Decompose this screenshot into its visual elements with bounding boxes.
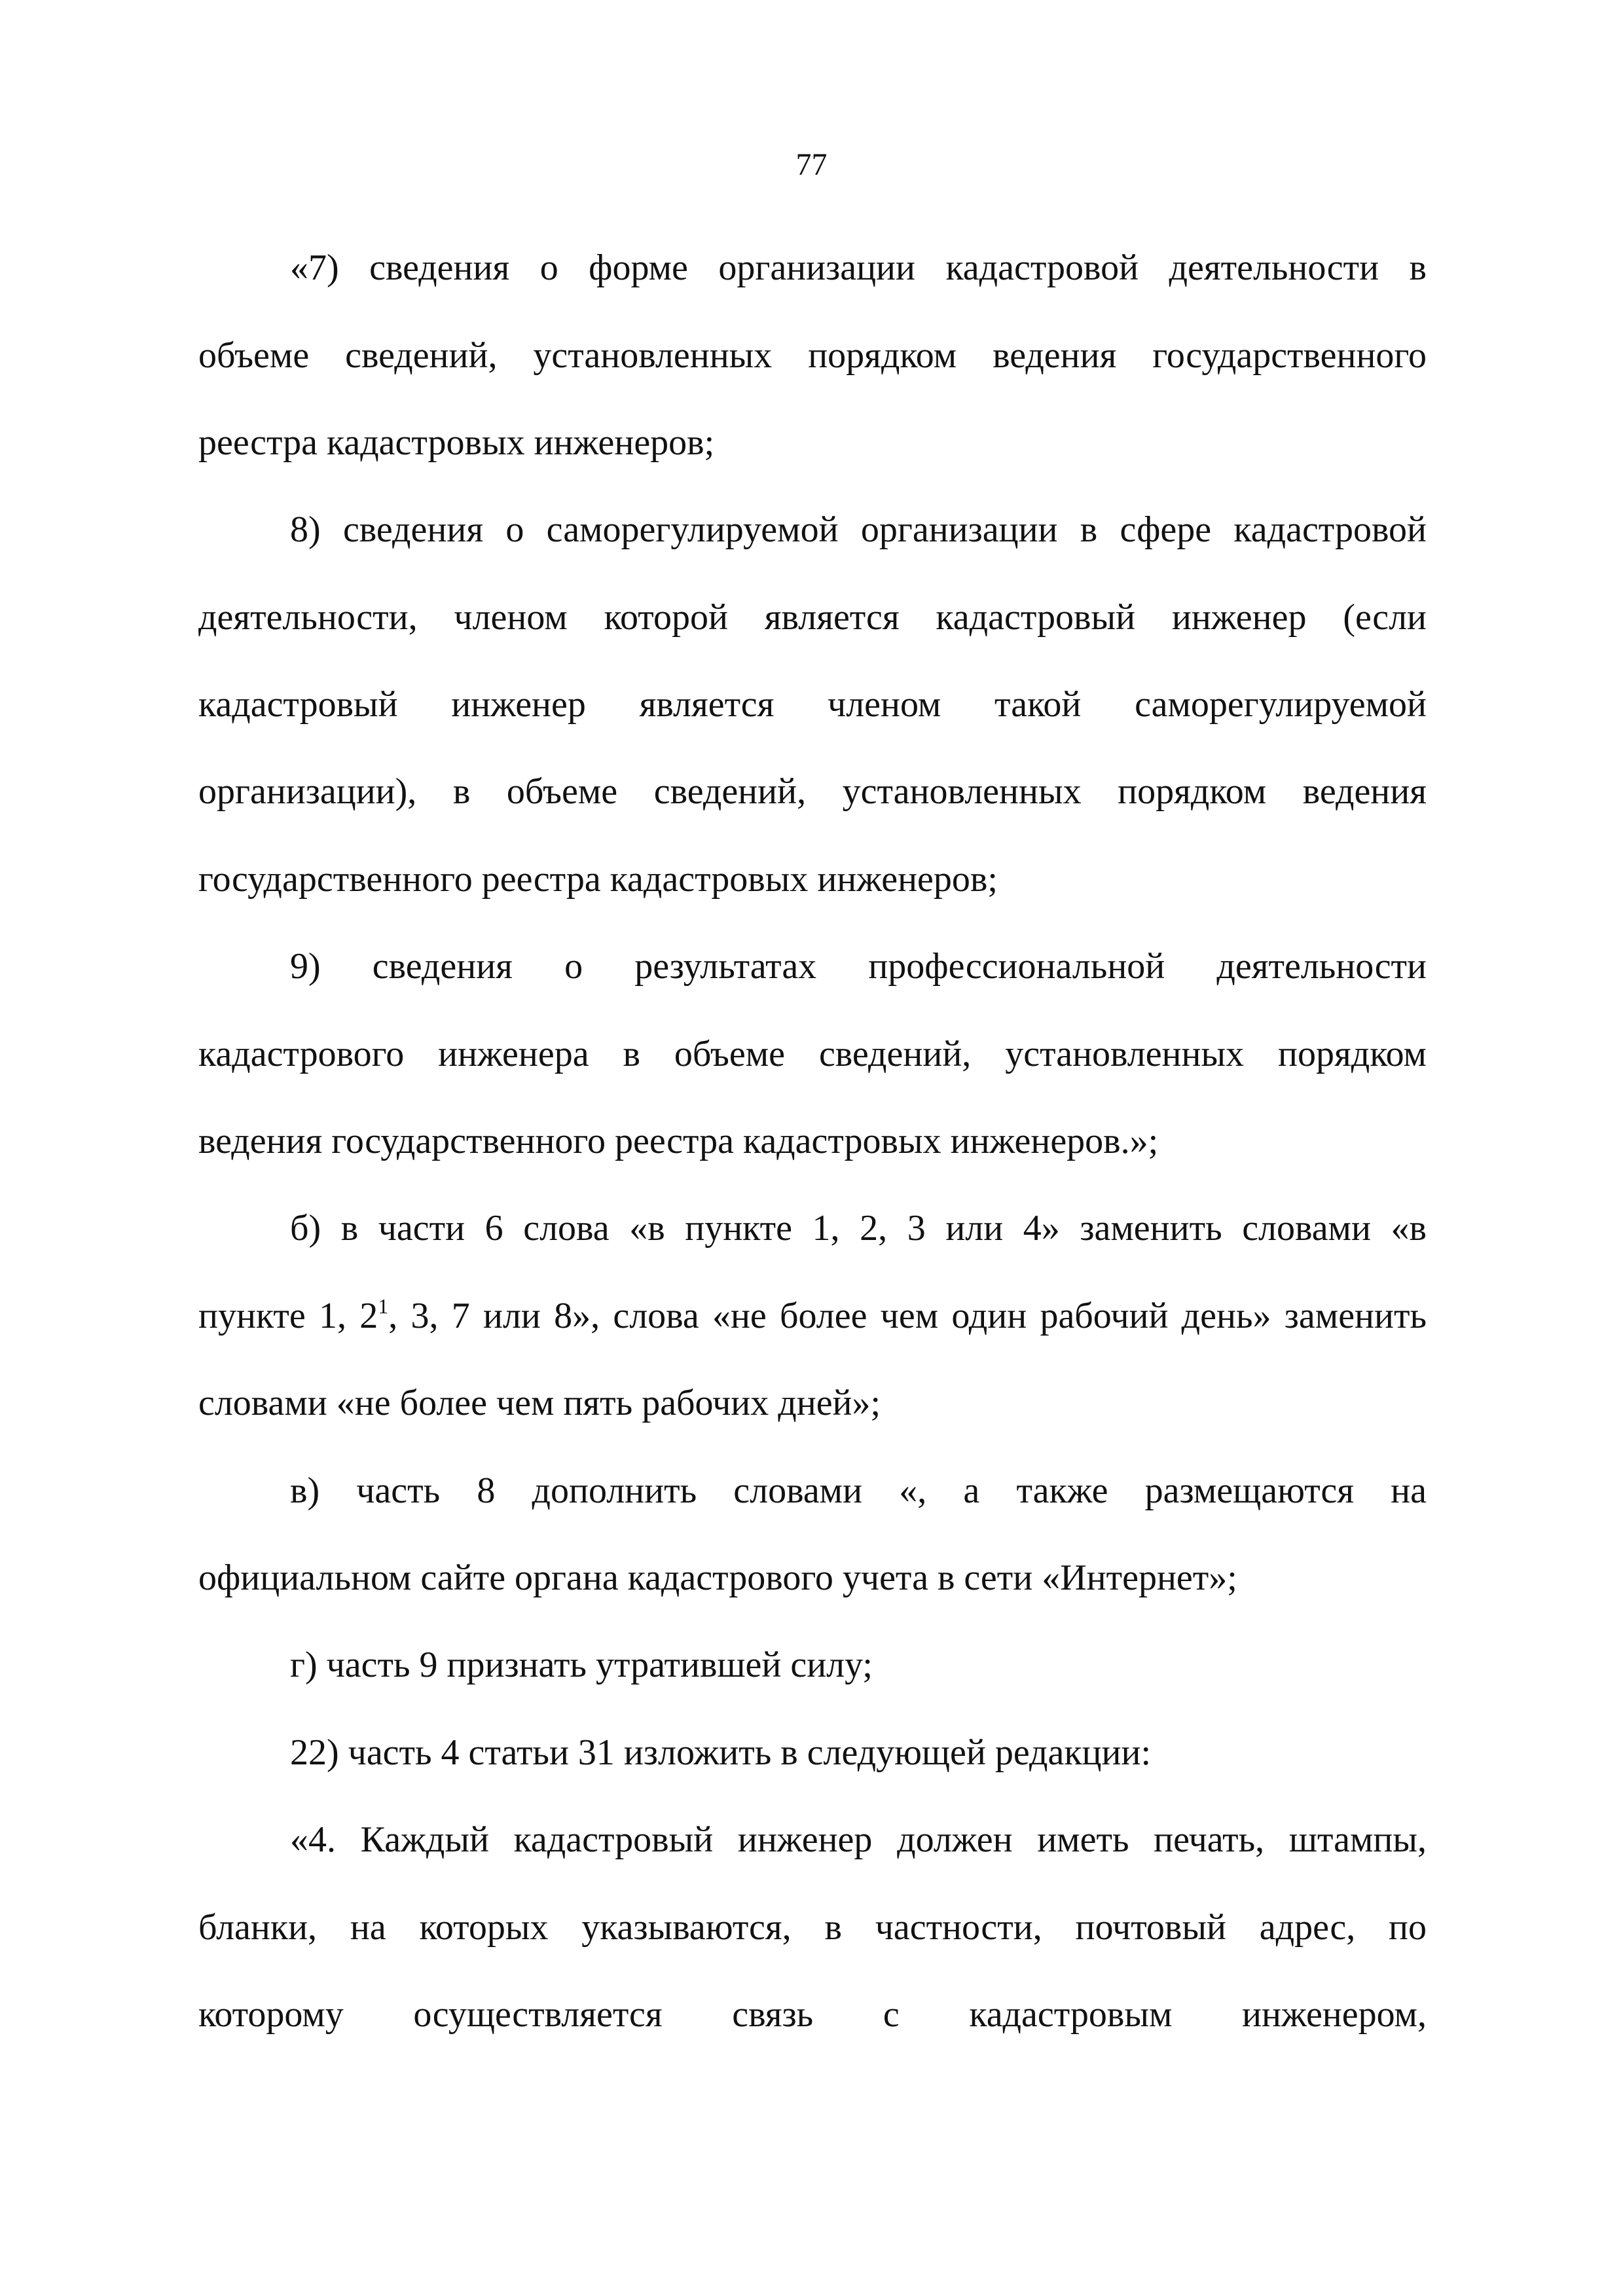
text-line-17: г) часть 9 признать утратившей силу; xyxy=(290,1645,873,1685)
text-line-21: которому осуществляется связь с кадастровым инженером, xyxy=(198,1994,1427,2035)
text-line-16: официальном сайте органа кадастрового учета в сети «Интернет»; xyxy=(198,1558,1237,1598)
text-line-2: объеме сведений, установленных порядком ведения государственного xyxy=(198,335,1427,376)
text-line-12: б) в части 6 слова «в пункте 1, 2, 3 или 4» заменить словами «в xyxy=(290,1208,1427,1248)
text-line-5: деятельности, членом которой является кадастровый инженер (если xyxy=(198,597,1427,638)
superscript: 1 xyxy=(378,1294,389,1318)
text-line-4: 8) сведения о саморегулируемой организации в сфере кадастровой xyxy=(290,509,1427,550)
text-line-20: бланки, на которых указываются, в частности, почтовый адрес, по xyxy=(198,1907,1427,1948)
text-line-6: кадастровый инженер является членом такой саморегулируемой xyxy=(198,684,1427,725)
text-line-13-part-a: пункте 1, 2 xyxy=(198,1296,378,1336)
text-line-8: государственного реестра кадастровых инженеров; xyxy=(198,859,998,900)
text-line-9: 9) сведения о результатах профессиональной деятельности xyxy=(290,946,1427,987)
text-line-18: 22) часть 4 статьи 31 изложить в следующей редакции: xyxy=(290,1732,1152,1773)
text-line-10: кадастрового инженера в объеме сведений, установленных порядком xyxy=(198,1034,1427,1074)
text-line-14: словами «не более чем пять рабочих дней»; xyxy=(198,1383,881,1423)
text-line-11: ведения государственного реестра кадастровых инженеров.»; xyxy=(198,1121,1159,1161)
text-line-19: «4. Каждый кадастровый инженер должен иметь печать, штампы, xyxy=(290,1819,1427,1860)
text-line-3: реестра кадастровых инженеров; xyxy=(198,422,715,463)
text-line-7: организации), в объеме сведений, установленных порядком ведения xyxy=(198,771,1427,812)
page-number: 77 xyxy=(795,147,828,182)
text-line-13-part-b: , 3, 7 или 8», слова «не более чем один рабочий день» заменить xyxy=(388,1296,1427,1336)
text-line-15: в) часть 8 дополнить словами «, а также размещаются на xyxy=(290,1470,1427,1511)
text-line-1: «7) сведения о форме организации кадастровой деятельности в xyxy=(290,247,1427,288)
text-line-13 xyxy=(198,1294,1427,1338)
